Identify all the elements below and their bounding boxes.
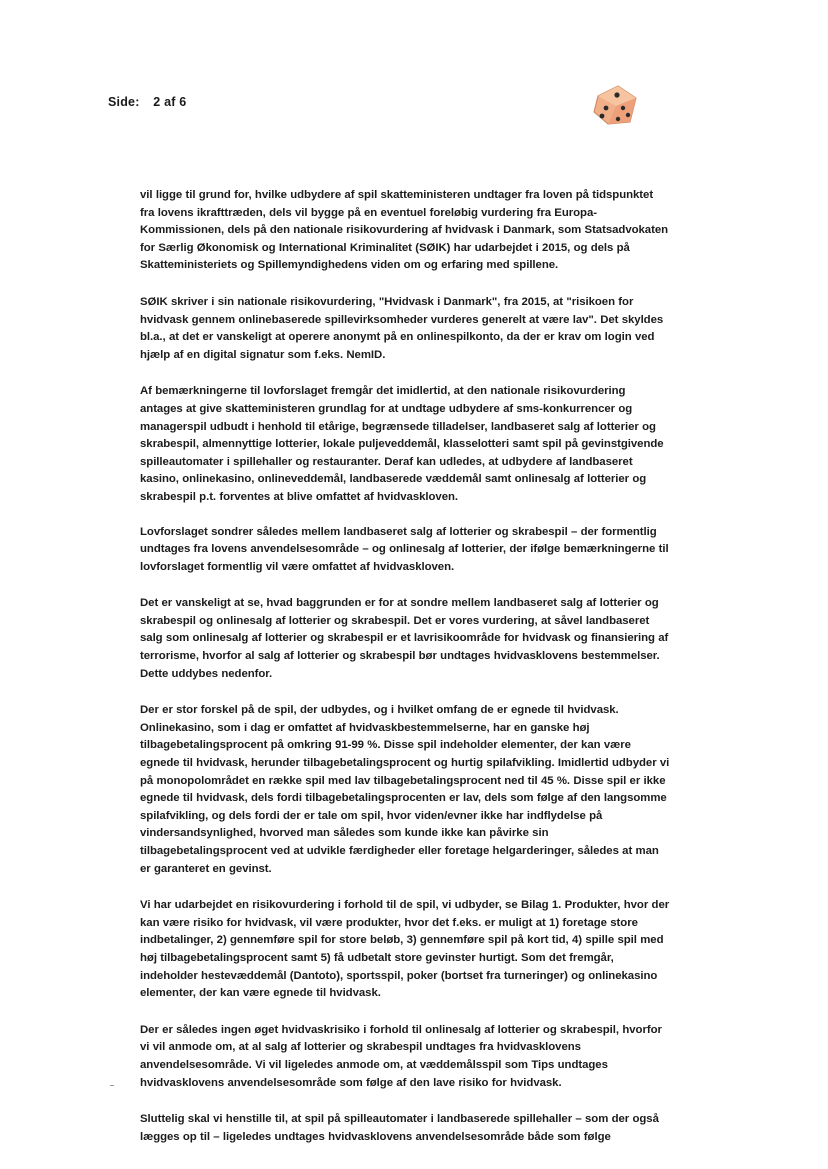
paragraph-4: Lovforslaget sondrer således mellem landbaseret salg af lotterier og skrabespil – der formentlig undtages fra lovens anvendelsesområde – og onlinesalg af lotterier, der ifølge bemærkningerne til lovforslaget formentlig vil være omfattet af hvidvaskloven. [140, 525, 669, 573]
bilag-reference: Bilag 1 [520, 899, 559, 912]
paragraph-3: Af bemærkningerne til lovforslaget fremgår det imidlertid, at den nationale risikovurdering antages at give skatteministeren grundlag for at undtage udbydere af sms-konkurrencer og managerspil udbudt i henhold til etårige, begrænsede tilladelser, landbaseret salg af lotterier og skrabespil, almennyttige lotterier, lokale puljeveddemål, klasselotteri samt spil på gevinstgivende spilleautomater i spillehaller og restauranter. Deraf kan udledes, at udbydere af landbaseret kasino, onlinekasino, onlineveddemål, landbaserede væddemål samt onlinesalg af lotterier og skrabespil p.t. forventes at blive omfattet af hvidvaskloven. [140, 385, 664, 503]
paragraph-7-text-b: . Produkter, hvor der kan være risiko for hvidvask, vil være produkter, hvor det f.eks. er muligt at 1) foretage store indbetalinger, 2) gennemføre spil for store beløb, 3) gennemføre spil på kort tid, 4) spille spil med høj tilbagebetalingsprocent samt 5) få udbetalt store gevinster hurtigt. Som det fremgår, indeholder hestevæddemål (Dantoto), sportsspil, poker (bortset fra turneringer) og onlinekasino elementer, der kan være egnede til hvidvask. [140, 899, 670, 1000]
paragraph-1: vil ligge til grund for, hvilke udbydere af spil skatteministeren undtager fra loven på tidspunktet fra lovens ikrafttræden, dels vil bygge på en eventuel foreløbig vurdering fra Europa-Kommissionen, dels på den nationale risikovurdering af hvidvask i Danmark, som Statsadvokaten for Særlig Økonomisk og International Kriminalitet (SØIK) har udarbejdet i 2015, og dels på Skatteministeriets og Spillemyndighedens viden om og erfaring med spillene. [140, 189, 669, 272]
paragraph-2: SØIK skriver i sin nationale risikovurdering, "Hvidvask i Danmark", fra 2015, at "risikoen for hvidvask gennem onlinebaserede spillevirksomheder vurderes generelt at være lav". Det skyldes bl.a., at det er vanskeligt at operere anonymt på en onlinespilkonto, da der er krav om login ved hjælp af en digital signatur som f.eks. NemID. [140, 295, 664, 361]
paragraph-8: Der er således ingen øget hvidvaskrisiko i forhold til onlinesalg af lotterier og skrabespil, hvorfor vi vil anmode om, at al salg af lotterier og skrabespil undtages fra hvidvasklovens anvendelsesområde. Vi vil ligeledes anmode om, at væddemålsspil som Tips undtages hvidvasklovens anvendelsesområde som følge af den lave risiko for hvidvask. [140, 1023, 662, 1089]
page-label: Side: [108, 95, 140, 109]
scan-mark [110, 1085, 114, 1086]
paragraph-5: Det er vanskeligt at se, hvad baggrunden er for at sondre mellem landbaseret salg af lotterier og skrabespil og onlinesalg af lotterier og skrabespil. Det er vores vurdering, at såvel landbaseret salg som onlinesalg af lotterier og skrabespil er et lavrisikoområde for hvidvask og finansiering af terrorisme, hvorfor al salg af lotterier og skrabespil bør undtages hvidvasklovens bestemmelser. Dette uddybes nedenfor. [140, 597, 669, 680]
paragraph-9: Sluttelig skal vi henstille til, at spil på spilleautomater i landbaserede spillehaller – som der også lægges op til – ligeledes undtages hvidvasklovens anvendelsesområde både som følge [140, 1113, 659, 1143]
paragraph-7 [140, 897, 670, 1003]
page-indicator [108, 95, 186, 109]
paragraph-6: Der er stor forskel på de spil, der udbydes, og i hvilket omfang de er egnede til hvidvask. Onlinekasino, som i dag er omfattet af hvidvaskbestemmelserne, har en ganske høj tilbagebetalingsprocent på omkring 91-99 %. Disse spil indeholder elementer, der kan være egnede til hvidvask, herunder tilbagebetalingsprocent og hurtig spilafvikling. Imidlertid udbyder vi på monopolområdet en række spil med lav tilbagebetalingsprocent ned til 45 %. Disse spil er ikke egnede til hvidvask, dels fordi tilbagebetalingsprocenten er lav, dels som følge af den langsomme spilafvikling, og dels fordi der er tale om spil, hvor viden/evner ikke har indflydelse på vindersandsynlighed, hvorved man således som kunde ikke kan påvirke sin tilbagebetalingsprocent ved at udvikle færdigheder eller foretage helgarderinger, således at man er garanteret en gevinst. [140, 704, 670, 875]
paragraph-7-text-a: Vi har udarbejdet en risikovurdering i forhold til de spil, vi udbyder, se [140, 899, 521, 912]
dice-icon [590, 82, 638, 126]
letter-body [140, 187, 670, 1165]
page-number: 2 af 6 [153, 95, 187, 109]
